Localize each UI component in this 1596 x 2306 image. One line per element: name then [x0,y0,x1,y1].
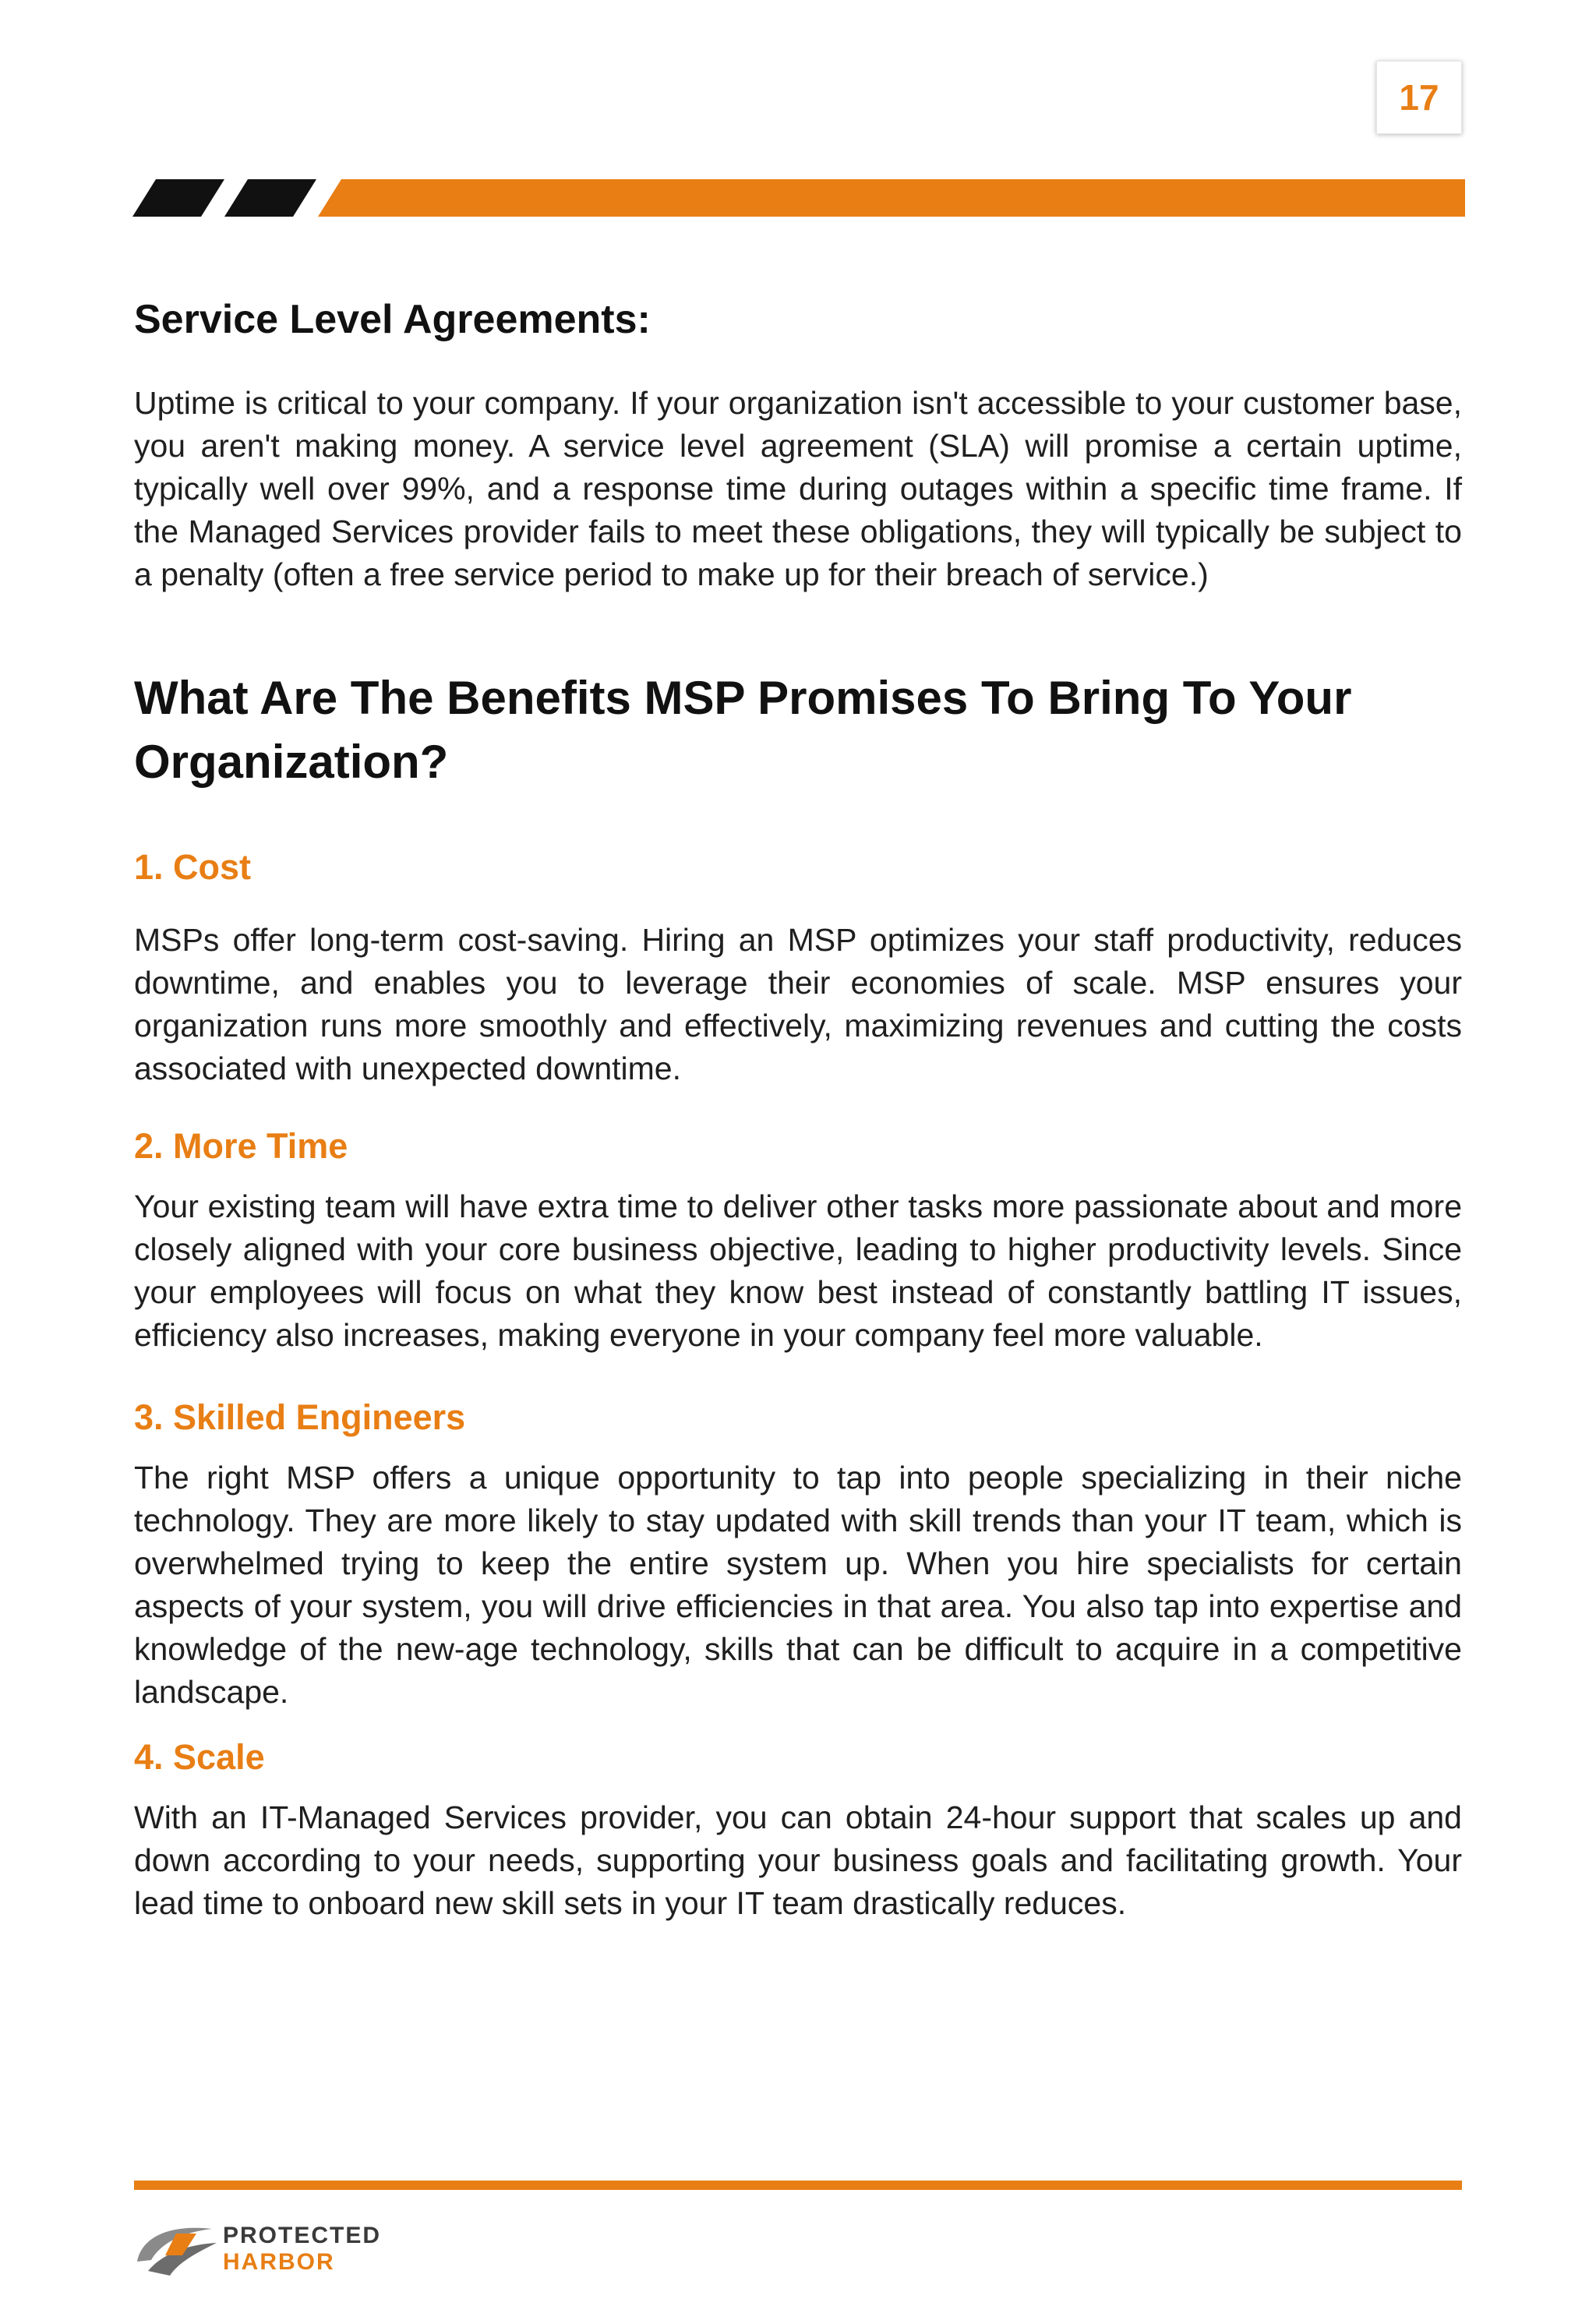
benefit-title-cost: 1. Cost [134,847,252,887]
benefits-heading: What Are The Benefits MSP Promises To Bring To Your Organization? [134,672,1352,788]
header-stripe-orange [318,179,1465,217]
benefit-title-more-time: 2. More Time [134,1126,348,1166]
page-number-text: 17 [1399,77,1439,118]
benefit-body-scale: With an IT-Managed Services provider, you can obtain 24-hour support that scales up and down according to your needs, supporting your business goals and facilitating growth. Your lead time to onboard new skill sets in your IT team drastically reduces. [134,1799,1462,1921]
benefit-title-scale: 4. Scale [134,1737,265,1777]
page-content [134,296,1462,1925]
protected-harbor-logo [131,2213,396,2283]
benefit-body-cost: MSPs offer long-term cost-saving. Hiring an MSP optimizes your staff productivity, reduces downtime, and enables you to leverage their economies of scale. MSP ensures your organization runs more smoothly and effectively, maximizing revenues and cutting the costs associated with unexpected downtime. [134,922,1462,1086]
header-stripe-bar [132,179,1465,220]
footer-divider [134,2181,1462,2190]
header-stripe-dark-2 [224,179,316,217]
logo-line-protected: PROTECTED [223,2223,382,2248]
benefit-body-skilled-engineers: The right MSP offers a unique opportunity to tap into people specializing in their niche technology. They are more likely to stay updated with skill trends than your IT team, which is overwhelmed trying to keep the entire system up. When you hire specialists for certain aspects of your system, you will drive efficiencies in that area. You also tap into expertise and knowledge of the new-age technology, skills that can be difficult to acquire in a competitive landscape. [134,1460,1462,1710]
header-stripe-dark-1 [132,179,224,217]
sla-paragraph: Uptime is critical to your company. If your organization isn't accessible to your customer base, you aren't making money. A service level agreement (SLA) will promise a certain uptime, typically well over 99%, and a response time during outages within a specific time frame. If the Managed Services provider fails to meet these obligations, they will typically be subject to a penalty (often a free service period to make up for their breach of service.) [134,385,1462,592]
logo-line-harbor: HARBOR [223,2249,335,2275]
page-number [1376,61,1462,134]
sla-heading: Service Level Agreements: [134,297,651,342]
benefit-title-skilled-engineers: 3. Skilled Engineers [134,1397,466,1437]
logo-wordmark [223,2223,381,2276]
harbor-swoosh-icon [131,2213,221,2283]
benefit-body-more-time: Your existing team will have extra time to deliver other tasks more passionate about and more closely aligned with your core business objective, leading to higher productivity levels. Since your employees will focus on what they know best instead of constantly battling IT issues, efficiency also increases, making everyone in your company feel more valuable. [134,1188,1462,1353]
